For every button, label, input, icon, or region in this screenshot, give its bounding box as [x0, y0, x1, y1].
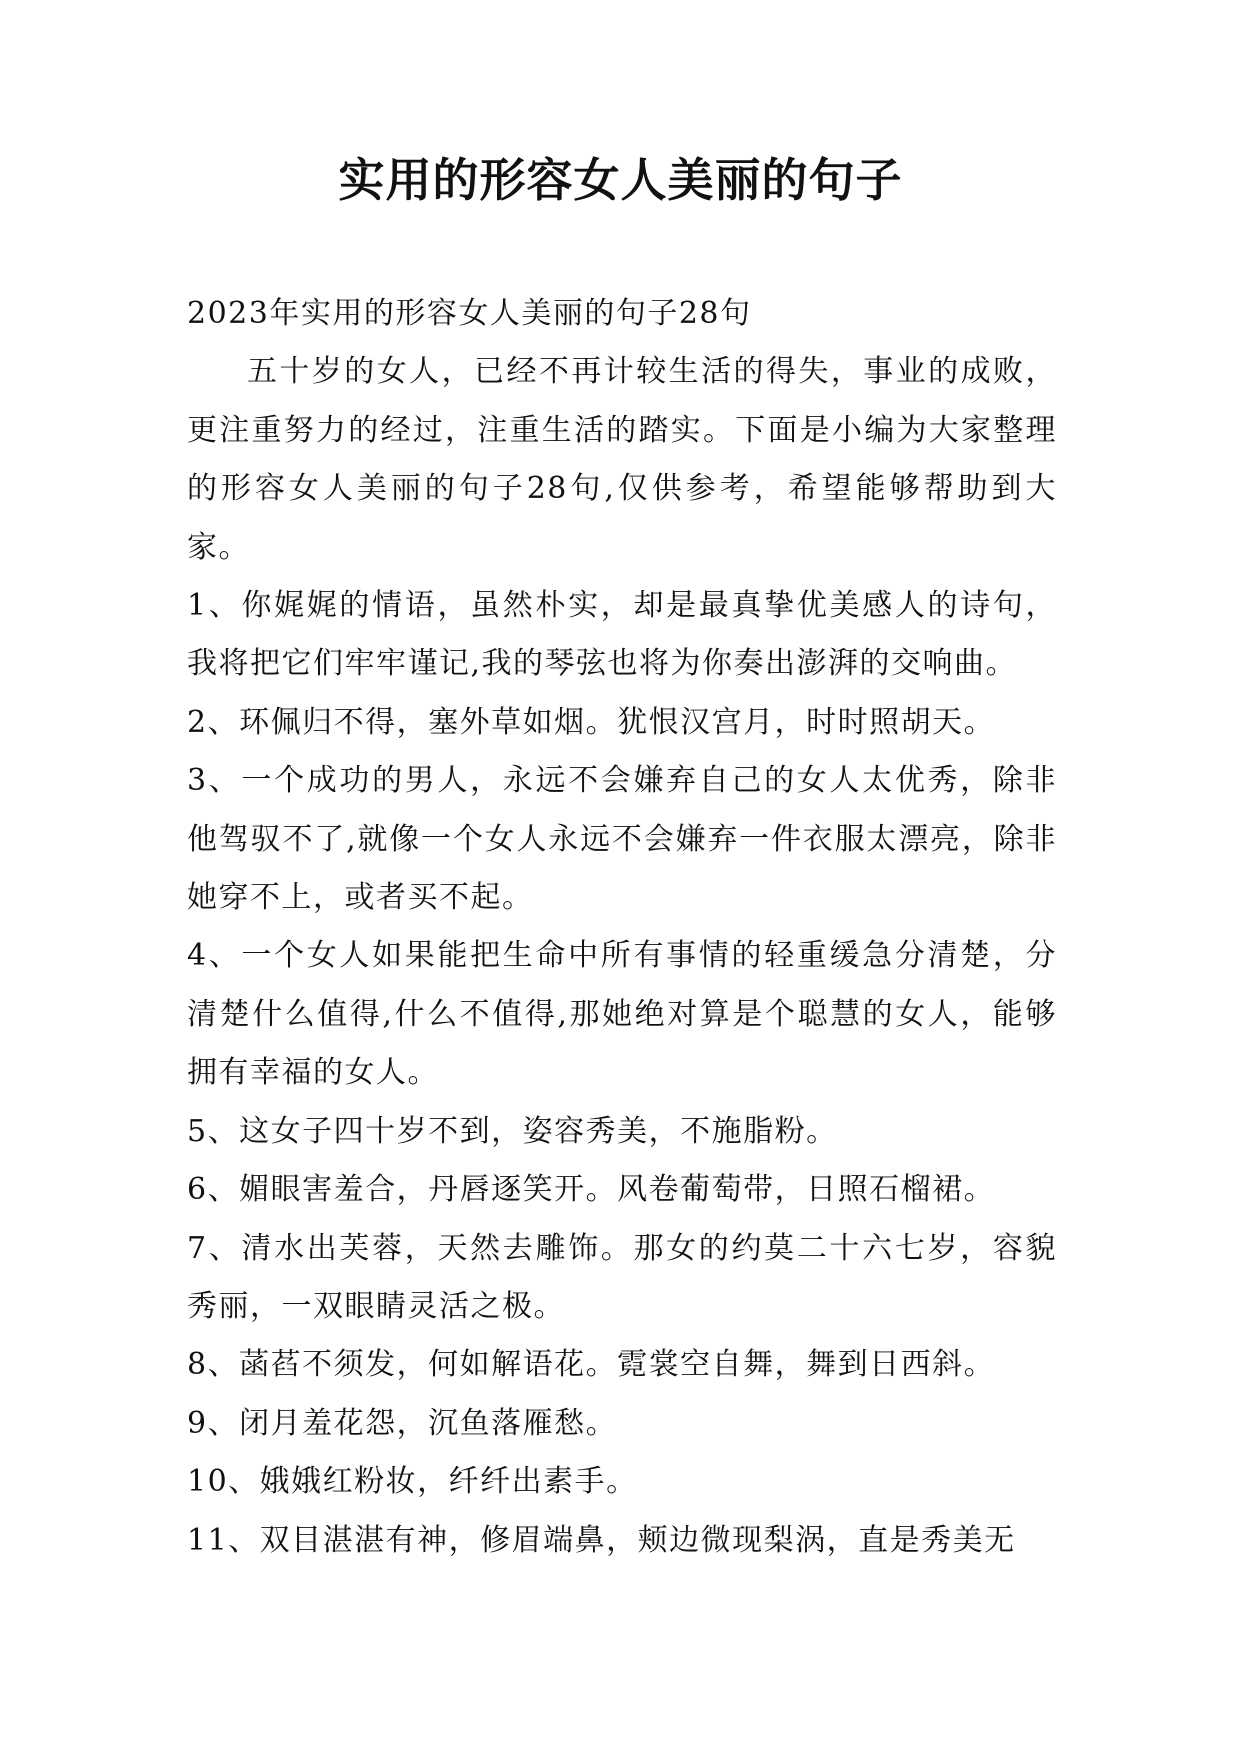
list-item: 4、一个女人如果能把生命中所有事情的轻重缓急分清楚，分清楚什么值得,什么不值得,那她绝对算是个聪慧的女人，能够拥有幸福的女人。: [187, 938, 1057, 1091]
list-item: 7、清水出芙蓉，天然去雕饰。那女的约莫二十六七岁，容貌秀丽，一双眼睛灵活之极。: [187, 1230, 1057, 1324]
list-item: 8、菡萏不须发，何如解语花。霓裳空自舞，舞到日西斜。: [187, 1347, 996, 1383]
list-item: 6、媚眼害羞合，丹唇逐笑开。风卷葡萄带，日照石榴裙。: [187, 1172, 996, 1208]
list-item: 5、这女子四十岁不到，姿容秀美，不施脂粉。: [187, 1113, 838, 1149]
document-subtitle: 2023年实用的形容女人美丽的句子28句: [187, 296, 752, 331]
list-item: 2、环佩归不得，塞外草如烟。犹恨汉宫月，时时照胡天。: [187, 704, 996, 740]
list-item: 11、双目湛湛有神，修眉端鼻，颊边微现梨涡，直是秀美无: [187, 1522, 1016, 1558]
document-title: 实用的形容女人美丽的句子: [338, 153, 903, 207]
list-item: 10、娥娥红粉妆，纤纤出素手。: [187, 1464, 638, 1500]
document-body: [187, 285, 1057, 1570]
list-item: 1、你娓娓的情语，虽然朴实，却是最真挚优美感人的诗句，我将把它们牢牢谨记,我的琴弦也将为你奏出澎湃的交响曲。: [187, 588, 1057, 682]
intro-paragraph: 五十岁的女人，已经不再计较生活的得失，事业的成败，更注重努力的经过，注重生活的踏实。下面是小编为大家整理的形容女人美丽的句子28句,仅供参考，希望能够帮助到大家。: [187, 354, 1057, 565]
list-item: 3、一个成功的男人，永远不会嫌弃自己的女人太优秀，除非他驾驭不了,就像一个女人永远不会嫌弃一件衣服太漂亮，除非她穿不上，或者买不起。: [187, 763, 1057, 916]
list-item: 9、闭月羞花怨，沉鱼落雁愁。: [187, 1405, 618, 1441]
